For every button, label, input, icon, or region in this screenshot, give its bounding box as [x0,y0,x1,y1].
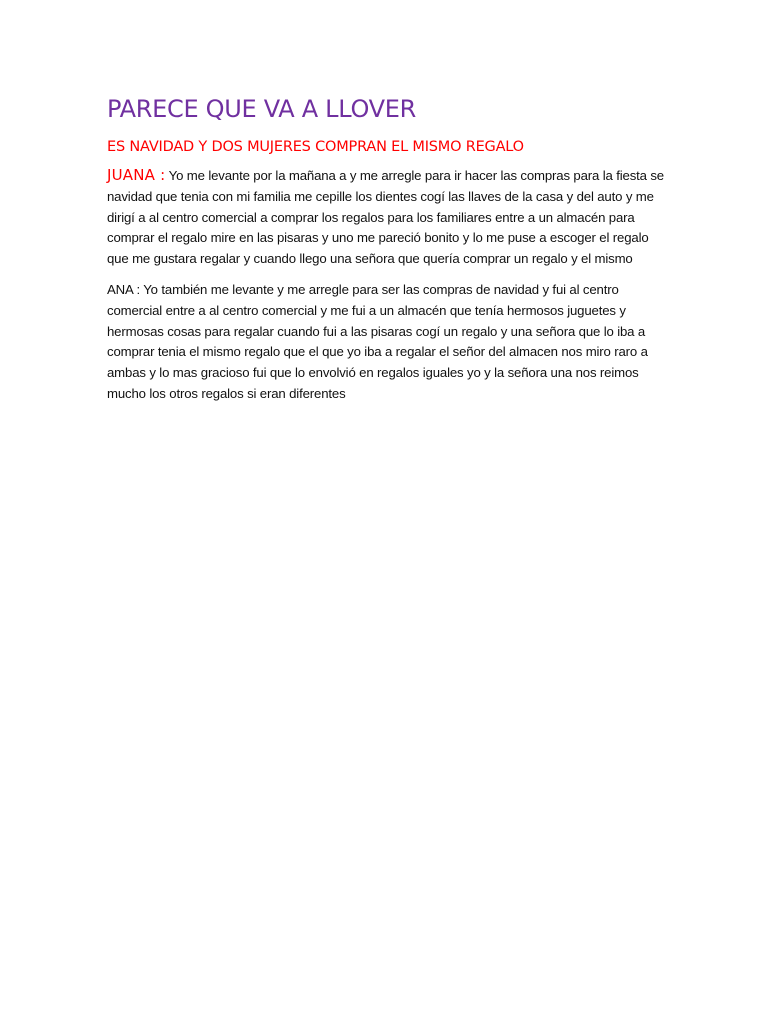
paragraph-ana [107,280,667,405]
paragraph-ana-text: Yo también me levante y me arregle para ser las compras de navidad y fui al centro comercial entre a al centro comercial y me fui a un almacén que tenía hermosos juguetes y hermosas cosas para regalar cuando fui a las pisaras cogí un regalo y una señora que lo iba a comprar tenia el mismo regalo que el que yo iba a regalar el señor del almacen nos miro raro a ambas y lo mas gracioso fui que lo envolvió en regalos iguales yo y la señora una nos reimos mucho los otros regalos si eran diferentes [107,281,648,401]
paragraph-juana [107,165,667,270]
document-subtitle: ES NAVIDAD Y DOS MUJERES COMPRAN EL MISMO REGALO [107,139,524,155]
speaker-ana-label: ANA : [107,281,140,297]
paragraph-juana-text: Yo me levante por la mañana a y me arregle para ir hacer las compras para la fiesta se navidad que tenia con mi familia me cepille los dientes cogí las llaves de la casa y del auto y me dirigí a al centro comercial a comprar los regalos para los familiares entre a un almacén para comprar el regalo mire en las pisaras y uno me pareció bonito y lo me puse a escoger el regalo que me gustara regalar y cuando llego una señora que quería comprar un regalo y el mismo [107,168,664,267]
speaker-juana-label: JUANA : [107,166,166,184]
document-content [107,92,667,405]
document-title: PARECE QUE VA A LLOVER [107,95,416,123]
